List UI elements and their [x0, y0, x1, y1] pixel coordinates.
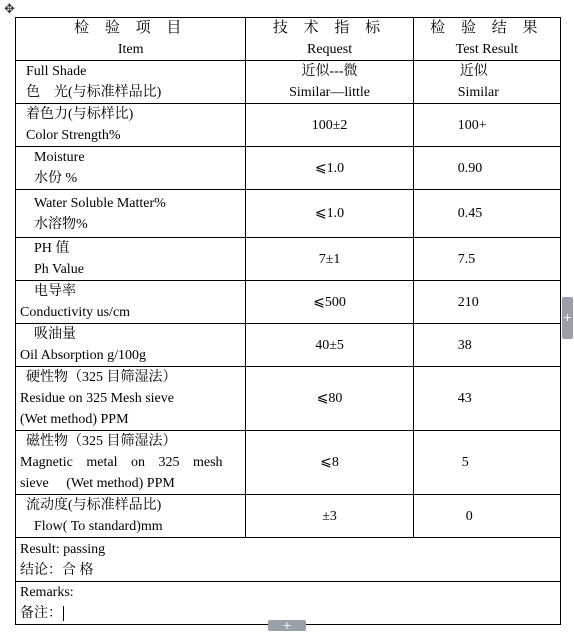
request-value: ⩽1.0 [314, 160, 345, 176]
item-line: 色 光(与标准样品比) [26, 85, 162, 100]
header-request-cell[interactable] [246, 18, 413, 61]
item-line: 吸油量 [34, 327, 76, 342]
item-line: 磁性物（325 目筛湿法） [26, 434, 177, 449]
item-cell[interactable] [16, 238, 246, 281]
table-row-oil-absorption [16, 324, 561, 367]
item-line: Ph Value [34, 262, 84, 277]
request-cell[interactable] [246, 495, 413, 538]
header-request-cn: 技 术 指 标 [272, 20, 387, 36]
item-line: 着色力(与标样比) [26, 107, 134, 122]
add-row-icon[interactable] [268, 620, 306, 631]
item-line: Flow( To standard)mm [34, 519, 163, 534]
result-value: 43 [457, 391, 472, 406]
header-result-cell[interactable] [413, 18, 560, 61]
item-line: Moisture [34, 150, 85, 165]
header-item-cell[interactable] [16, 18, 246, 61]
item-line: Full Shade [26, 64, 87, 79]
item-line: 硬性物（325 目筛湿法） [26, 370, 177, 385]
result-value: 38 [457, 337, 472, 353]
item-line: Water Soluble Matter% [34, 195, 166, 211]
request-value: ⩽500 [313, 294, 346, 310]
result-row [16, 538, 561, 582]
result-cell[interactable] [413, 281, 560, 324]
request-cell[interactable] [246, 367, 413, 431]
request-value: 40±5 [315, 337, 344, 353]
request-cell[interactable] [246, 324, 413, 367]
table-row-magnetic-metal [16, 431, 561, 495]
result-line-cn: 结论：合 格 [20, 562, 94, 578]
header-item-en: Item [117, 42, 144, 57]
item-cell[interactable] [16, 104, 246, 147]
header-request-en: Request [306, 42, 353, 57]
request-cell[interactable] [246, 238, 413, 281]
item-line: (Wet method) PPM [20, 412, 129, 427]
header-result-en: Test Result [455, 42, 519, 57]
add-column-icon[interactable] [562, 297, 573, 339]
result-cell[interactable] [413, 431, 560, 495]
table-row-moisture [16, 147, 561, 190]
text-cursor [63, 606, 64, 621]
request-cell[interactable] [246, 431, 413, 495]
item-cell[interactable] [16, 61, 246, 104]
result-cell[interactable] [413, 104, 560, 147]
item-line: 水份 % [34, 171, 78, 186]
request-value: ⩽80 [316, 391, 343, 406]
result-value: 7.5 [457, 251, 476, 267]
request-cell[interactable] [246, 61, 413, 104]
item-cell[interactable] [16, 190, 246, 238]
result-value: 210 [457, 294, 479, 310]
result-line: 近似 [459, 64, 488, 79]
result-value: 100+ [457, 117, 487, 133]
result-cell[interactable] [413, 61, 560, 104]
item-line: 流动度(与标准样品比) [26, 498, 162, 513]
result-cell[interactable] [413, 190, 560, 238]
item-cell[interactable] [16, 324, 246, 367]
item-line: Residue on 325 Mesh sieve [20, 391, 174, 406]
result-cell[interactable] [413, 495, 560, 538]
result-cell[interactable] [413, 324, 560, 367]
remarks-line-en: Remarks: [20, 585, 74, 600]
header-item-cn: 检 验 项 目 [74, 20, 188, 36]
item-line: PH 值 [34, 241, 70, 256]
request-cell[interactable] [246, 104, 413, 147]
request-line: Similar—little [289, 85, 370, 100]
item-cell[interactable] [16, 495, 246, 538]
result-line: Similar [457, 85, 499, 100]
result-line-en: Result: passing [20, 541, 106, 557]
item-line: Color Strength% [26, 128, 121, 143]
request-value: ⩽1.0 [314, 206, 345, 221]
request-cell[interactable] [246, 190, 413, 238]
table-row-residue [16, 367, 561, 431]
result-value: 0 [465, 508, 473, 524]
request-value: ⩽8 [320, 455, 339, 470]
item-cell[interactable] [16, 367, 246, 431]
request-cell[interactable] [246, 281, 413, 324]
item-cell[interactable] [16, 431, 246, 495]
result-cell-merged[interactable] [16, 538, 561, 582]
item-cell[interactable] [16, 281, 246, 324]
item-line: Conductivity us/cm [20, 305, 131, 320]
table-header-row [16, 18, 561, 61]
item-line: 水溶物% [34, 216, 88, 232]
request-value: 100±2 [311, 117, 348, 133]
result-cell[interactable] [413, 238, 560, 281]
add-row-symbol: + [282, 619, 292, 632]
table-row-water-soluble [16, 190, 561, 238]
result-cell[interactable] [413, 147, 560, 190]
result-cell[interactable] [413, 367, 560, 431]
table-move-icon[interactable]: ✥ [4, 2, 15, 17]
result-value: 0.45 [457, 206, 483, 221]
item-line: 电导率 [34, 284, 76, 299]
item-line: Magnetic metal on 325 mesh [20, 455, 223, 470]
header-result-cn: 检 验 结 果 [430, 20, 544, 36]
table-row-flow [16, 495, 561, 538]
add-column-symbol: + [562, 311, 573, 324]
remarks-line-cn: 备注： [20, 606, 62, 621]
result-value: 5 [461, 455, 469, 470]
table-row-conductivity [16, 281, 561, 324]
table-row-ph-value [16, 238, 561, 281]
item-cell[interactable] [16, 147, 246, 190]
item-line: sieve (Wet method) PPM [20, 476, 175, 491]
table-row-color-strength [16, 104, 561, 147]
request-value: ±3 [322, 508, 337, 524]
inspection-table [15, 17, 561, 625]
request-line: 近似---微 [301, 64, 358, 79]
request-value: 7±1 [318, 251, 341, 267]
table-row-full-shade [16, 61, 561, 104]
result-value: 0.90 [457, 160, 483, 176]
item-line: Oil Absorption g/100g [20, 348, 147, 363]
request-cell[interactable] [246, 147, 413, 190]
